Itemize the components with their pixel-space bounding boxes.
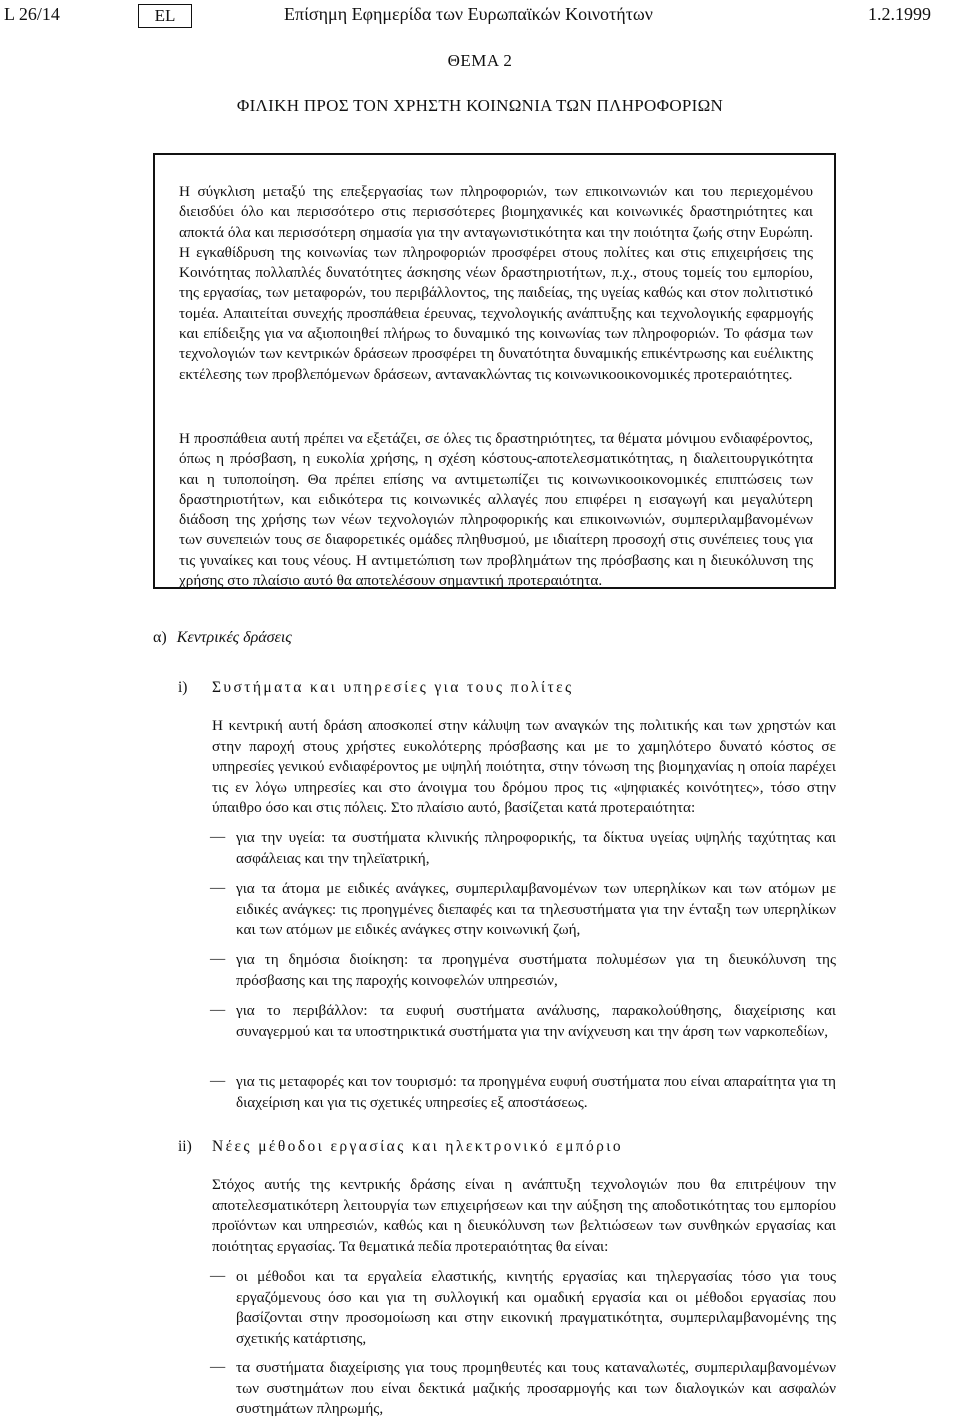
bullet-dash: — <box>210 1001 226 1018</box>
list-item-text: για την υγεία: τα συστήματα κλινικής πληροφορικής, τα δίκτυα υγείας υψηλής ταχύτητας και ασφάλειας και την τηλεϊατρική, <box>236 829 836 867</box>
page-number: L 26/14 <box>4 4 60 24</box>
intro-box <box>153 153 836 589</box>
theme-number: ΘΕΜΑ 2 <box>447 51 513 70</box>
subsection-ii-intro: Στόχος αυτής της κεντρικής δράσης είναι η ανάπτυξη τεχνολογιών που θα επιτρέψουν την αποτελεσματικότερη λειτουργία των επιχειρήσεων και την αύξηση της αποδοτικότητας του εμπορίου προϊόντων και υπηρεσιών, καθώς και η διευκόλυνση των βελτιώσεων των συνθηκών εργασίας και ποιότητας εργασίας. Τα θεματικά πεδία προτεραιότητας θα είναι: <box>212 1176 836 1255</box>
bullet-dash: — <box>210 879 226 896</box>
page-header <box>0 4 960 28</box>
subsection-ii-number: ii) <box>178 1138 192 1155</box>
list-item-text: για το περιβάλλον: τα ευφυή συστήματα ανάλυσης, παρακολούθησης, διαχείρισης και συναγερμού και τα υποστηρικτικά συστήματα για την ανίχνευση και την άρση των ναρκοπεδίων, <box>236 1002 836 1040</box>
bullet-dash: — <box>210 1267 226 1284</box>
intro-paragraph-1: Η σύγκλιση μεταξύ της επεξεργασίας των πληροφοριών, των επικοινωνιών και του περιεχομένου διεισδύει όλο και περισσότερο στις περισσότερες βιομηχανικές και κοινωνικές δραστηριότητες και αποκτά όλα και περισσότερη σημασία για την ανταγωνιστικότητα και την ποιότητα ζωής στην Ευρώπη. Η εγκαθίδρυση της κοινωνίας των πληροφοριών προσφέρει στους πολίτες και στις επιχειρήσεις της Κοινότητας πολλαπλές δυνατότητες άσκησης νέων δραστηριοτήτων, π.χ., στους τομείς του εμπορίου, της εργασίας, των μεταφορών, του περιβάλλοντος, της παιδείας, της υγείας καθώς και στον πολιτιστικό τομέα. Απαιτείται συνεχής προσπάθεια έρευνας, τεχνολογικής ανάπτυξης και τεχνολογικής εφαρμογής και επίδειξης για να αξιοποιηθεί πλήρως το δυναμικό της κοινωνίας των πληροφοριών. Το φάσμα των τεχνολογιών των κεντρικών δράσεων προσφέρει τη δυνατότητα δυναμικής επικέντρωσης και ευέλικτης εκτέλεσης των προβλεπόμενων δράσεων, αντανακλώντας τις κοινωνικοοικονομικές προτεραιότητες. <box>179 183 813 383</box>
bullet-dash: — <box>210 1072 226 1089</box>
journal-title: Επίσημη Εφημερίδα των Ευρωπαϊκών Κοινοτήτων <box>284 4 653 24</box>
theme-title: ΦΙΛΙΚΗ ΠΡΟΣ ΤΟΝ ΧΡΗΣΤΗ ΚΟΙΝΩΝΙΑ ΤΩΝ ΠΛΗΡΟΦΟΡΙΩΝ <box>236 96 724 115</box>
subsection-ii-title: Νέες μέθοδοι εργασίας και ηλεκτρονικό εμπόριο <box>212 1138 624 1155</box>
issue-date: 1.2.1999 <box>868 4 931 24</box>
bullet-dash: — <box>210 1358 226 1375</box>
subsection-i-number: i) <box>178 679 188 696</box>
language-badge: EL <box>138 4 192 28</box>
list-item-text: για τα άτομα με ειδικές ανάγκες, συμπεριλαμβανομένων των υπερηλίκων και των ατόμων με ειδικές ανάγκες: τις προηγμένες διεπαφές και τα τηλεσυστήματα για την ένταξη των υπερηλίκων και των ατόμων με ειδικές ανάγκες στην κοινωνική ζωή, <box>236 880 836 938</box>
list-item-text: για τη δημόσια διοίκηση: τα προηγμένα συστήματα πολυμέσων για τη διευκόλυνση της πρόσβασης και της παροχής κοινοφελών υπηρεσιών, <box>236 951 836 989</box>
section-a-title: Κεντρικές δράσεις <box>176 629 292 646</box>
bullet-dash: — <box>210 950 226 967</box>
subsection-i-title: Συστήματα και υπηρεσίες για τους πολίτες <box>212 679 574 696</box>
subsection-i-intro: Η κεντρική αυτή δράση αποσκοπεί στην κάλυψη των αναγκών της πολιτικής και των χρηστών και στην παροχή στους χρήστες ευκολότερης πρόσβασης και με το χαμηλότερο δυνατό κόστος σε υπηρεσίες γενικού ενδιαφέροντος με υψηλή ποιότητα, στην τόνωση της βιομηχανίας η οποία παρέχει τις εν λόγω υπηρεσίες και στο άνοιγμα του δρόμου προς τις «ψηφιακές κοινότητες», τόσο στην ύπαιθρο όσο και στις πόλεις. Στο πλαίσιο αυτό, βασίζεται κατά προτεραιότητα: <box>212 717 836 816</box>
list-item-text: για τις μεταφορές και τον τουρισμό: τα προηγμένα ευφυή συστήματα που είναι απαραίτητα για τη διαχείριση και για τις σχετικές υπηρεσίες εξ αποστάσεως. <box>236 1073 836 1111</box>
intro-paragraph-2: Η προσπάθεια αυτή πρέπει να εξετάζει, σε όλες τις δραστηριότητες, τα θέματα μόνιμου ενδιαφέροντος, όπως η πρόσβαση, η ευκολία χρήσης, η σχέση κόστους-αποτελεσματικότητας, η διαλειτουργικότητα και η τυποποίηση. Θα πρέπει επίσης να αντιμετωπίζει τις κοινωνικοοικονομικές επιπτώσεις των δραστηριοτήτων, και ειδικότερα τις κοινωνικές αλλαγές που επιφέρει η εισαγωγή και μεγαλύτερη διάδοση της χρήσης των νέων τεχνολογιών πληροφορικής και επικοινωνιών, συμπεριλαμβανομένων των συνεπειών τους σε διαφορετικές ομάδες πληθυσμού, με ιδιαίτερη προσοχή στις συνέπειες τους για τις γυναίκες και τους νέους. Η αντιμετώπιση των προβλημάτων της πρόσβασης και η διευκόλυνση της χρήσης στο πλαίσιο αυτό θα αποτελέσουν σημαντική προτεραιότητα. <box>179 430 813 590</box>
list-item-text: τα συστήματα διαχείρισης για τους προμηθευτές και τους καταναλωτές, συμπεριλαμβανομένων των συστημάτων που είναι δεκτικά μαζικής προσαρμογής και των διαλογικών και ασφαλών συστημάτων πληρωμής, <box>236 1359 836 1417</box>
list-item-text: οι μέθοδοι και τα εργαλεία ελαστικής, κινητής εργασίας και τηλεργασίας τόσο για τους εργαζόμενους όσο και για τη συλλογική και ομαδική εργασία και οι μέθοδοι εργασίας που βασίζονται στην προσομοίωση και στην εικονική πραγματικότητα, συμπεριλαμβανομένης της σχετικής κατάρτισης, <box>236 1268 836 1347</box>
section-a-label: α) <box>153 629 167 646</box>
bullet-dash: — <box>210 828 226 845</box>
section-a-heading <box>153 629 292 647</box>
